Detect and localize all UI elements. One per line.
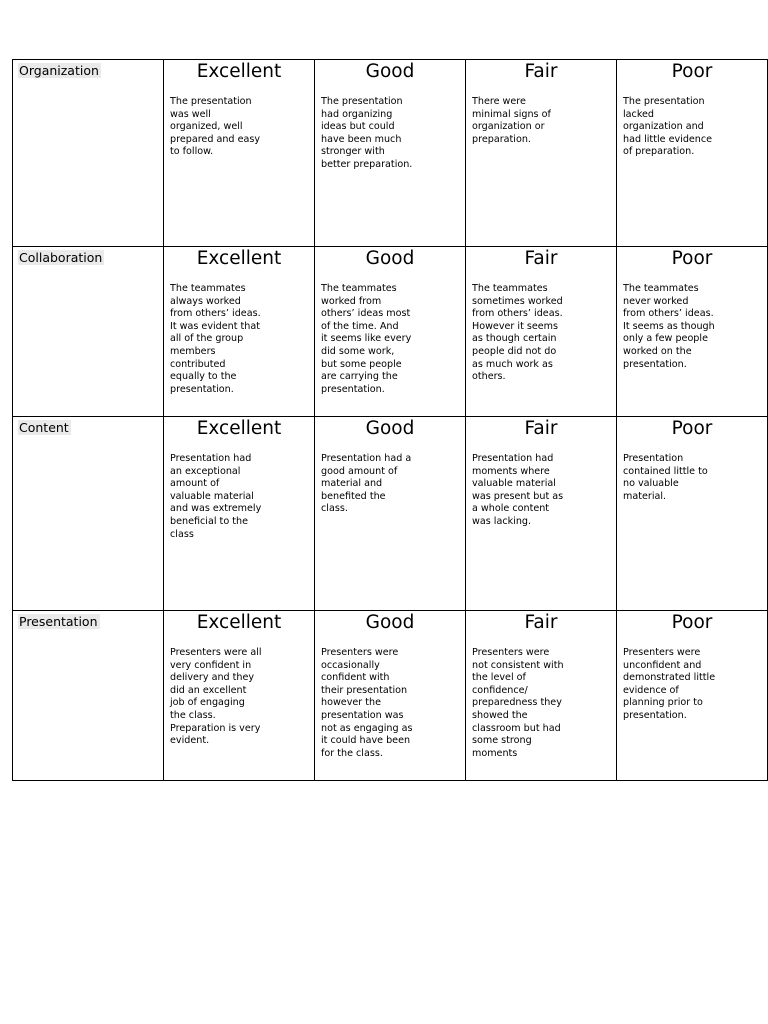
level-cell-good [315, 417, 466, 611]
level-title: Fair [524, 61, 558, 82]
level-title: Good [365, 61, 415, 82]
rubric-row-presentation [13, 611, 768, 781]
level-title: Fair [524, 248, 558, 269]
level-title: Excellent [196, 61, 282, 82]
level-cell-good [315, 60, 466, 247]
level-description: Presentation had an exceptional amount of valuable material and was extremely beneficial to the class [170, 453, 262, 540]
level-title: Fair [524, 612, 558, 633]
level-cell-fair [466, 247, 617, 417]
level-description: The presentation was well organized, well prepared and easy to follow. [170, 96, 261, 158]
level-description: Presenters were unconfident and demonstrated little evidence of planning prior to presentation. [623, 647, 716, 721]
level-description: Presentation had a good amount of material and benefited the class. [321, 453, 412, 515]
rubric-table [12, 59, 768, 781]
rubric-row-collaboration [13, 247, 768, 417]
level-title: Excellent [196, 612, 282, 633]
level-title: Poor [671, 248, 713, 269]
level-title: Poor [671, 418, 713, 439]
level-cell-poor [617, 417, 768, 611]
level-description: Presentation contained little to no valuable material. [623, 453, 708, 502]
level-cell-poor [617, 60, 768, 247]
category-cell [13, 611, 164, 781]
level-title: Good [365, 612, 415, 633]
category-cell [13, 60, 164, 247]
level-title: Fair [524, 418, 558, 439]
category-cell [13, 417, 164, 611]
level-description: Presenters were occasionally confident with their presentation however the presentation was not as engaging as it could have been for the class. [321, 647, 413, 759]
level-cell-good [315, 247, 466, 417]
rubric-row-content [13, 417, 768, 611]
level-description: Presentation had moments where valuable material was present but as a whole content was lacking. [472, 453, 564, 527]
level-description: The teammates worked from others’ ideas most of the time. And it seems like every did some work, but some people are carrying the presentation. [321, 283, 412, 395]
level-description: The teammates never worked from others’ ideas. It seems as though only a few people worked on the presentation. [623, 283, 715, 370]
category-label: Collaboration [19, 250, 103, 265]
category-label: Organization [19, 63, 99, 78]
level-cell-good [315, 611, 466, 781]
level-cell-fair [466, 60, 617, 247]
level-title: Poor [671, 612, 713, 633]
level-title: Good [365, 418, 415, 439]
level-title: Excellent [196, 418, 282, 439]
level-cell-excellent [164, 60, 315, 247]
level-description: The teammates sometimes worked from others’ ideas. However it seems as though certain people did not do as much work as others. [472, 283, 563, 383]
level-cell-fair [466, 611, 617, 781]
level-title: Good [365, 248, 415, 269]
level-cell-poor [617, 247, 768, 417]
rubric-row-organization [13, 60, 768, 247]
level-cell-fair [466, 417, 617, 611]
level-description: There were minimal signs of organization or preparation. [472, 96, 551, 145]
level-cell-excellent [164, 247, 315, 417]
level-title: Poor [671, 61, 713, 82]
category-cell [13, 247, 164, 417]
category-label: Presentation [19, 614, 98, 629]
level-description: The presentation lacked organization and had little evidence of preparation. [623, 96, 713, 158]
level-title: Excellent [196, 248, 282, 269]
level-cell-excellent [164, 417, 315, 611]
level-description: Presenters were all very confident in delivery and they did an excellent job of engaging the class. Preparation is very evident. [170, 647, 262, 747]
level-cell-poor [617, 611, 768, 781]
category-label: Content [19, 420, 69, 435]
level-description: The teammates always worked from others’ ideas. It was evident that all of the group members contributed equally to the presentation. [170, 283, 261, 395]
level-description: The presentation had organizing ideas but could have been much stronger with better preparation. [321, 96, 413, 170]
level-description: Presenters were not consistent with the level of confidence/ preparedness they showed the classroom but had some strong moments [472, 647, 564, 759]
level-cell-excellent [164, 611, 315, 781]
